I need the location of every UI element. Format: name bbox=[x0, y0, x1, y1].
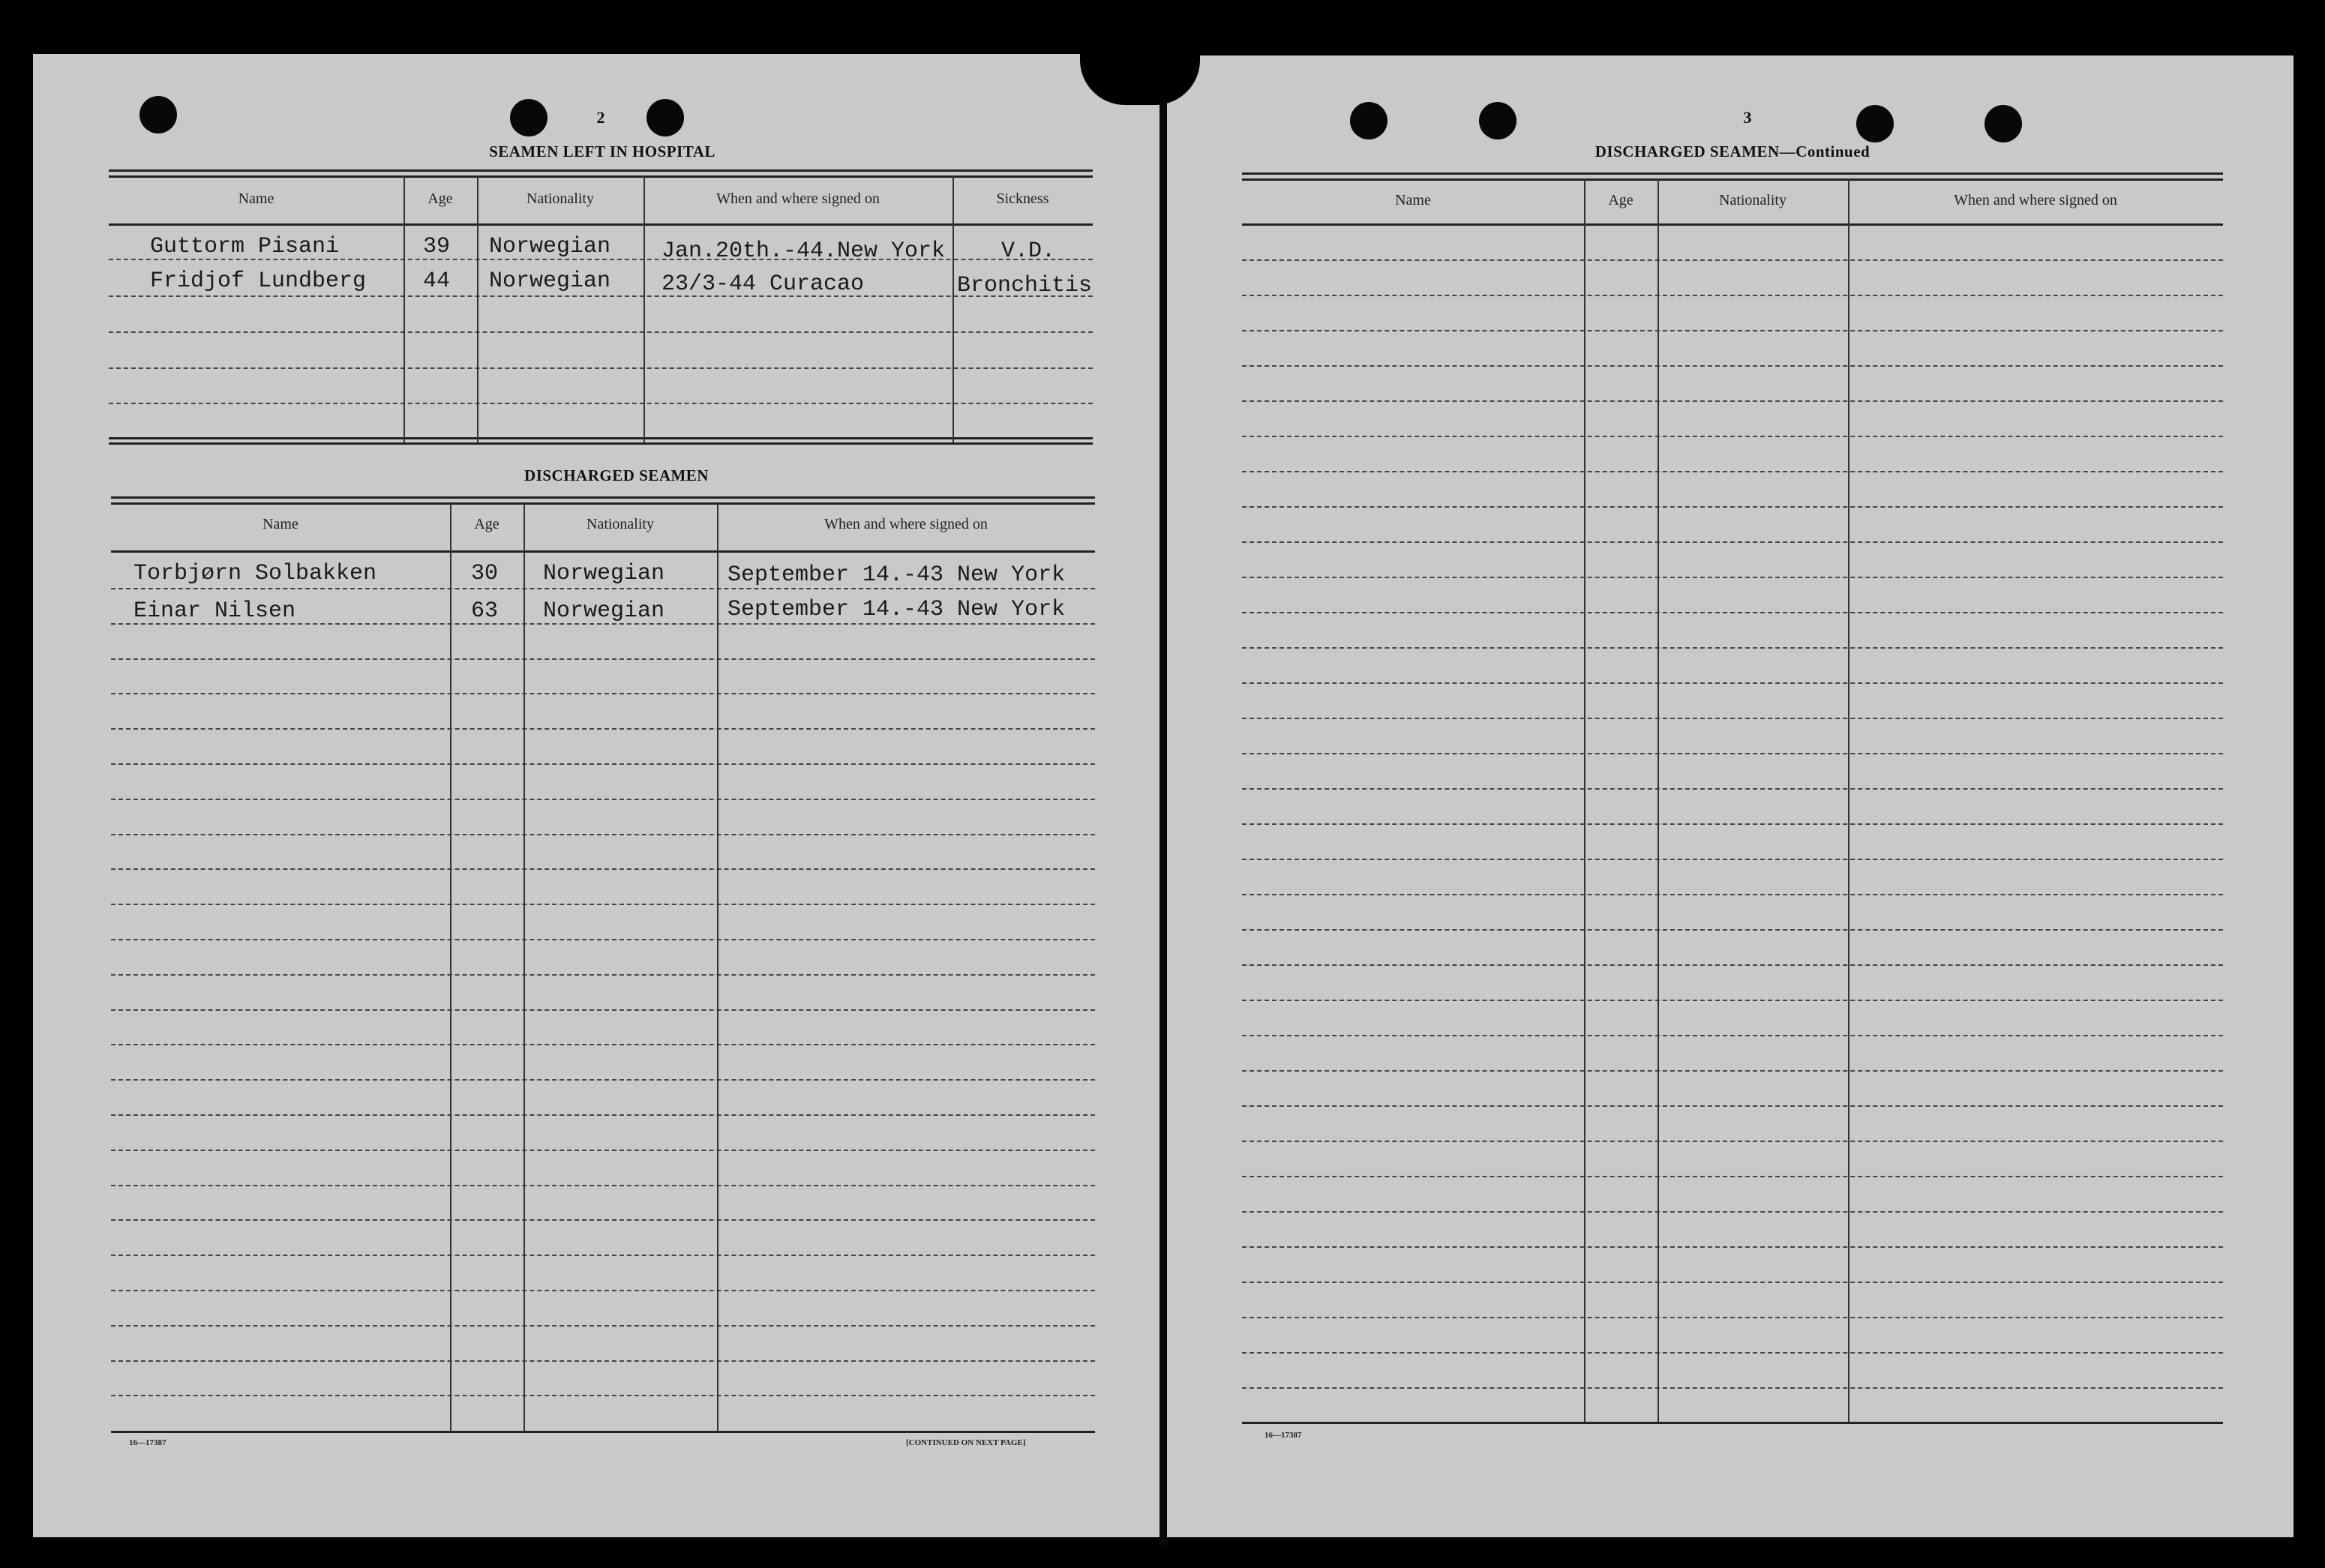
table-top-rule bbox=[1242, 178, 2223, 181]
row-rule bbox=[1242, 365, 2223, 367]
row-rule bbox=[1242, 436, 2223, 437]
right-page bbox=[1166, 55, 2294, 1537]
row-rule bbox=[1242, 1282, 2223, 1283]
discharged-row-2-nationality: Norwegian bbox=[543, 598, 665, 624]
row-rule bbox=[111, 799, 1095, 800]
page-gutter bbox=[1160, 52, 1167, 1545]
column-header-nationality: Nationality bbox=[586, 516, 654, 532]
column-header-age: Age bbox=[474, 516, 500, 532]
row-rule bbox=[111, 1150, 1095, 1151]
header-bottom-rule bbox=[1242, 223, 2223, 226]
row-rule bbox=[111, 904, 1095, 905]
page-number: 2 bbox=[596, 108, 605, 127]
column-header-signed-on: When and where signed on bbox=[824, 516, 988, 532]
column-header-signed-on: When and where signed on bbox=[716, 190, 880, 207]
punch-hole bbox=[646, 99, 684, 136]
row-rule bbox=[111, 939, 1095, 940]
page-number: 3 bbox=[1743, 108, 1752, 127]
row-rule bbox=[109, 367, 1093, 369]
row-rule bbox=[111, 693, 1095, 694]
row-rule bbox=[111, 588, 1095, 589]
section-title-hospital: SEAMEN LEFT IN HOSPITAL bbox=[489, 142, 716, 160]
row-rule bbox=[111, 1185, 1095, 1186]
row-rule bbox=[1242, 647, 2223, 649]
row-rule bbox=[111, 868, 1095, 870]
column-divider bbox=[1584, 178, 1586, 1422]
row-rule bbox=[1242, 682, 2223, 684]
column-header-sickness: Sickness bbox=[996, 190, 1049, 207]
column-header-age: Age bbox=[428, 190, 453, 207]
row-rule bbox=[1242, 929, 2223, 931]
row-rule bbox=[111, 1290, 1095, 1291]
table-bottom-rule bbox=[109, 442, 1093, 445]
row-rule bbox=[1242, 506, 2223, 508]
column-divider bbox=[952, 175, 954, 442]
column-header-nationality: Nationality bbox=[1719, 192, 1786, 208]
row-rule bbox=[1242, 295, 2223, 296]
form-number: 16—17387 bbox=[129, 1438, 166, 1447]
row-rule bbox=[111, 1325, 1095, 1327]
row-rule bbox=[1242, 541, 2223, 543]
table-bottom-rule bbox=[111, 1431, 1095, 1433]
column-header-signed-on: When and where signed on bbox=[1954, 192, 2117, 208]
section-title-discharged-continued: DISCHARGED SEAMEN—Continued bbox=[1594, 142, 1870, 160]
row-rule bbox=[111, 1219, 1095, 1221]
row-rule bbox=[1242, 823, 2223, 825]
hospital-row-2-name: Fridjof Lundberg bbox=[150, 268, 367, 294]
hospital-row-2-age: 44 bbox=[423, 268, 451, 294]
row-rule bbox=[109, 403, 1093, 404]
row-rule bbox=[1242, 1070, 2223, 1072]
column-divider bbox=[450, 502, 452, 1431]
punch-hole bbox=[1856, 105, 1894, 142]
table-top-rule bbox=[111, 496, 1095, 499]
continued-note: [CONTINUED ON NEXT PAGE] bbox=[906, 1438, 1026, 1447]
row-rule bbox=[111, 763, 1095, 765]
row-rule bbox=[111, 728, 1095, 730]
row-rule bbox=[1242, 1211, 2223, 1213]
torn-notch bbox=[1080, 45, 1200, 105]
row-rule bbox=[111, 974, 1095, 976]
column-divider bbox=[404, 175, 405, 442]
row-rule bbox=[1242, 1000, 2223, 1001]
row-rule bbox=[1242, 1352, 2223, 1354]
row-rule bbox=[1242, 894, 2223, 895]
row-rule bbox=[1242, 964, 2223, 966]
punch-hole bbox=[1479, 102, 1516, 139]
hospital-row-2-signed-on: 23/3-44 Curacao bbox=[662, 271, 865, 297]
column-divider bbox=[524, 502, 525, 1431]
row-rule bbox=[1242, 612, 2223, 613]
row-rule bbox=[111, 1009, 1095, 1011]
column-header-age: Age bbox=[1608, 192, 1634, 208]
discharged-row-1-signed-on: September 14.-43 New York bbox=[728, 562, 1066, 588]
row-rule bbox=[1242, 330, 2223, 331]
discharged-row-1-age: 30 bbox=[471, 561, 499, 586]
column-divider bbox=[644, 175, 645, 442]
column-divider bbox=[1848, 178, 1850, 1422]
column-header-name: Name bbox=[262, 516, 298, 532]
table-bottom-rule bbox=[1242, 1422, 2223, 1424]
row-rule bbox=[1242, 718, 2223, 719]
row-rule bbox=[111, 1079, 1095, 1081]
row-rule bbox=[111, 1255, 1095, 1256]
row-rule bbox=[1242, 753, 2223, 754]
row-rule bbox=[1242, 1317, 2223, 1318]
discharged-row-2-signed-on: September 14.-43 New York bbox=[728, 597, 1066, 622]
row-rule bbox=[1242, 1246, 2223, 1248]
column-divider bbox=[1658, 178, 1659, 1422]
discharged-row-1-nationality: Norwegian bbox=[543, 561, 665, 586]
row-rule bbox=[1242, 788, 2223, 790]
hospital-row-1-age: 39 bbox=[423, 234, 451, 259]
punch-hole bbox=[1984, 105, 2022, 142]
row-rule bbox=[1242, 1387, 2223, 1389]
row-rule bbox=[109, 331, 1093, 333]
row-rule bbox=[111, 834, 1095, 835]
hospital-row-2-nationality: Norwegian bbox=[489, 268, 611, 294]
punch-hole bbox=[1350, 102, 1388, 139]
column-header-nationality: Nationality bbox=[526, 190, 594, 207]
table-top-rule bbox=[1242, 172, 2223, 175]
table-top-rule bbox=[109, 169, 1093, 172]
column-divider bbox=[477, 175, 478, 442]
column-header-name: Name bbox=[1395, 192, 1431, 208]
column-header-name: Name bbox=[238, 190, 274, 207]
row-rule bbox=[1242, 1035, 2223, 1036]
hospital-row-1-name: Guttorm Pisani bbox=[150, 234, 340, 259]
discharged-row-1-name: Torbjørn Solbakken bbox=[134, 561, 377, 586]
row-rule bbox=[109, 295, 1093, 297]
row-rule bbox=[1242, 1105, 2223, 1107]
column-divider bbox=[717, 502, 718, 1431]
row-rule bbox=[1242, 471, 2223, 472]
row-rule bbox=[111, 1360, 1095, 1362]
hospital-row-1-signed-on: Jan.20th.-44.New York bbox=[662, 238, 946, 264]
punch-hole bbox=[510, 99, 548, 136]
header-bottom-rule bbox=[109, 223, 1093, 226]
header-bottom-rule bbox=[111, 550, 1095, 553]
table-top-rule bbox=[109, 175, 1093, 178]
row-rule bbox=[1242, 259, 2223, 261]
form-number: 16—17387 bbox=[1264, 1431, 1302, 1440]
row-rule bbox=[1242, 400, 2223, 402]
hospital-row-1-sickness: V.D. bbox=[1001, 238, 1056, 264]
row-rule bbox=[1242, 1176, 2223, 1177]
row-rule bbox=[111, 1044, 1095, 1045]
discharged-row-2-age: 63 bbox=[471, 598, 499, 624]
row-rule bbox=[1242, 577, 2223, 578]
table-top-rule bbox=[111, 502, 1095, 505]
table-bottom-rule bbox=[109, 437, 1093, 439]
hospital-row-2-sickness: Bronchitis bbox=[957, 273, 1093, 298]
punch-hole bbox=[140, 96, 177, 133]
row-rule bbox=[111, 1114, 1095, 1116]
row-rule bbox=[1242, 859, 2223, 860]
section-title-discharged: DISCHARGED SEAMEN bbox=[524, 466, 709, 484]
row-rule bbox=[111, 658, 1095, 660]
hospital-row-1-nationality: Norwegian bbox=[489, 234, 611, 259]
row-rule bbox=[1242, 1141, 2223, 1142]
row-rule bbox=[111, 1395, 1095, 1396]
discharged-row-2-name: Einar Nilsen bbox=[134, 598, 296, 624]
